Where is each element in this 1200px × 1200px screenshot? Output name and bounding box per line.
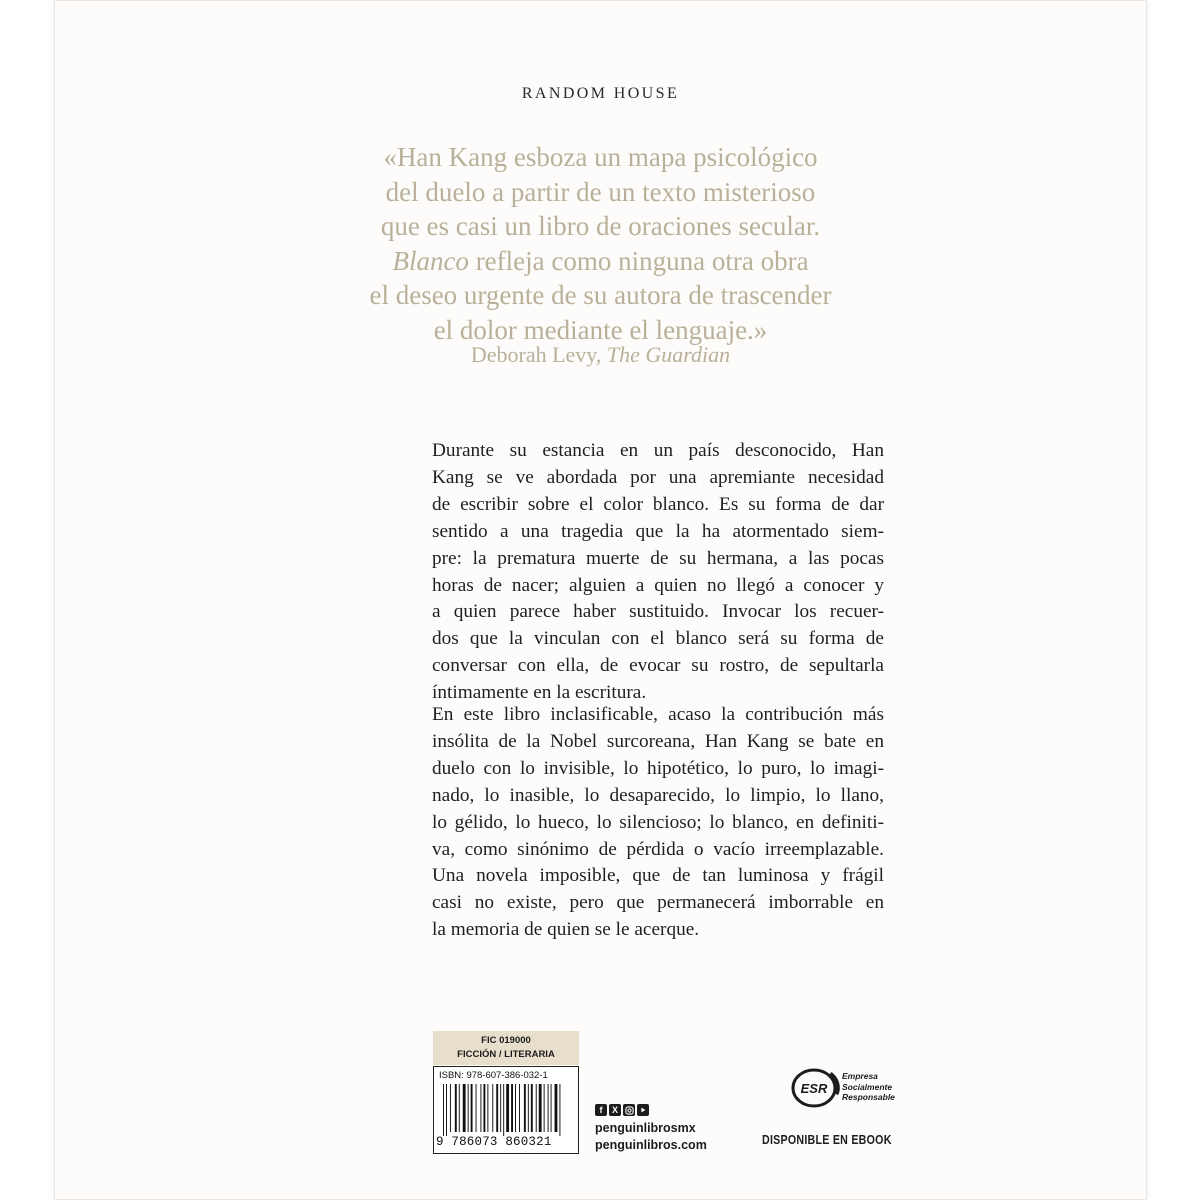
category-label	[433, 1031, 579, 1065]
barcode-bar	[480, 1084, 481, 1132]
barcode-group-1: 786073	[451, 1135, 498, 1149]
social-handle[interactable]: penguinlibrosmx	[595, 1121, 696, 1135]
synopsis-paragraph-2	[432, 702, 884, 944]
esr-caption-line: Responsable	[842, 1092, 895, 1102]
esr-caption	[842, 1071, 895, 1103]
publisher-name: RANDOM HOUSE	[521, 85, 680, 102]
pull-quote	[54, 140, 1147, 347]
barcode-group-2: 860321	[505, 1135, 552, 1149]
text-line: En este libro inclasificable, acaso la contribución más	[432, 704, 884, 725]
text-line: Kang se ve abordada por una apremiante necesidad	[432, 466, 884, 488]
text-line: la memoria de quien se le acerque.	[432, 919, 700, 941]
barcode-bar	[555, 1084, 558, 1132]
text-line: duelo con lo invisible, lo hipotético, lo puro, lo imagi-	[432, 757, 884, 779]
barcode-bar	[483, 1084, 485, 1132]
barcode-bar	[443, 1084, 444, 1136]
text-line: a quien parece haber sustituido. Invocar los recuer-	[432, 601, 884, 623]
barcode-box	[433, 1066, 579, 1154]
barcode-bar	[496, 1084, 498, 1132]
text-line: va, como sinónimo de pérdida o vacío irreemplazable.	[432, 838, 884, 860]
text-line: dos que la vinculan con el blanco será su forma de	[432, 628, 884, 650]
barcode-bar	[519, 1084, 520, 1132]
instagram-icon[interactable]	[623, 1104, 635, 1116]
website-link[interactable]: penguinlibros.com	[595, 1138, 707, 1152]
text-line: íntimamente en la escritura.	[432, 682, 647, 704]
barcode-digits	[436, 1135, 576, 1149]
synopsis-paragraph-1	[432, 438, 884, 707]
text-line: lo gélido, lo hueco, lo silencioso; lo blanco, en definiti-	[432, 811, 884, 833]
x-icon[interactable]: X	[609, 1104, 621, 1116]
category-name: FICCIÓN / LITERARIA	[457, 1049, 555, 1060]
text-line: sentido a una tragedia que la ha atormentado siem-	[432, 520, 884, 542]
barcode-bar	[515, 1084, 516, 1132]
barcode-bar	[450, 1084, 451, 1132]
barcode-bar	[487, 1084, 488, 1132]
quote-line: el dolor mediante el lenguaje.»	[433, 314, 768, 345]
quote-line: el deseo urgente de su autora de trascender	[369, 280, 832, 310]
svg-text:ESR: ESR	[800, 1081, 828, 1096]
barcode-bar	[503, 1084, 504, 1136]
barcode-bar	[528, 1084, 529, 1132]
quote-line: del duelo a partir de un texto misterioso	[385, 176, 816, 207]
barcode-bar	[539, 1084, 542, 1132]
quote-line: «Han Kang esboza un mapa psicológico	[383, 142, 818, 172]
text-line: Una novela imposible, que de tan luminosa y frágil	[432, 865, 884, 887]
esr-caption-line: Socialmente	[842, 1081, 893, 1092]
text-line: Durante su estancia en un país desconocido, Han	[432, 440, 884, 461]
isbn-number: ISBN: 978-607-386-032-1	[439, 1070, 548, 1081]
esr-caption-line: Empresa	[842, 1071, 878, 1081]
barcode-bar	[524, 1084, 526, 1132]
social-icons	[595, 1104, 649, 1116]
barcode-bar	[459, 1084, 460, 1132]
text-line: conversar con ella, de evocar su rostro, de sepultarla	[432, 655, 884, 677]
facebook-icon[interactable]: f	[595, 1104, 607, 1116]
barcode-bar	[468, 1084, 469, 1132]
text-line: nado, lo inasible, lo desaparecido, lo limpio, lo llano,	[432, 784, 884, 806]
quote-attribution	[54, 342, 1147, 368]
quote-line: que es casi un libro de oraciones secular.	[380, 211, 821, 241]
barcode-bar	[476, 1084, 477, 1132]
book-title-italic: Blanco	[392, 245, 469, 276]
text-line: casi no existe, pero que permanecerá imborrable en	[432, 892, 884, 914]
barcode-bar	[492, 1084, 493, 1132]
back-cover	[54, 0, 1147, 1200]
text-line: horas de nacer; alguien a quien no llegó a conocer y	[432, 574, 884, 596]
esr-logo-icon	[790, 1066, 842, 1110]
barcode-bar	[511, 1084, 513, 1132]
quote-line-rest: refleja como ninguna otra obra	[475, 245, 809, 276]
youtube-icon[interactable]	[637, 1104, 649, 1116]
barcode-bar	[544, 1084, 545, 1132]
barcode-bar	[446, 1084, 447, 1136]
quote-source: The Guardian	[606, 342, 731, 367]
barcode-bar	[548, 1084, 549, 1132]
barcode-bar	[536, 1084, 537, 1132]
barcode-bar	[455, 1084, 457, 1132]
ebook-availability: DISPONIBLE EN EBOOK	[762, 1132, 892, 1147]
barcode-icon	[443, 1084, 571, 1136]
barcode-bar	[471, 1084, 473, 1132]
text-line: de escribir sobre el color blanco. Es su forma de dar	[432, 493, 884, 515]
text-line: pre: la prematura muerte de su hermana, a las pocas	[432, 547, 884, 569]
text-line: insólita de la Nobel surcoreana, Han Kang se bate en	[432, 730, 884, 752]
barcode-bar	[531, 1084, 533, 1132]
barcode-bar	[551, 1084, 552, 1132]
barcode-bar	[500, 1084, 501, 1132]
quote-author: Deborah Levy,	[470, 342, 607, 367]
barcode-bar	[463, 1084, 466, 1132]
barcode-bar	[506, 1084, 509, 1132]
category-code: FIC 019000	[481, 1035, 531, 1046]
barcode-first-digit: 9	[436, 1135, 444, 1149]
barcode-bar	[559, 1084, 560, 1136]
quote-line-with-title	[54, 244, 1147, 279]
